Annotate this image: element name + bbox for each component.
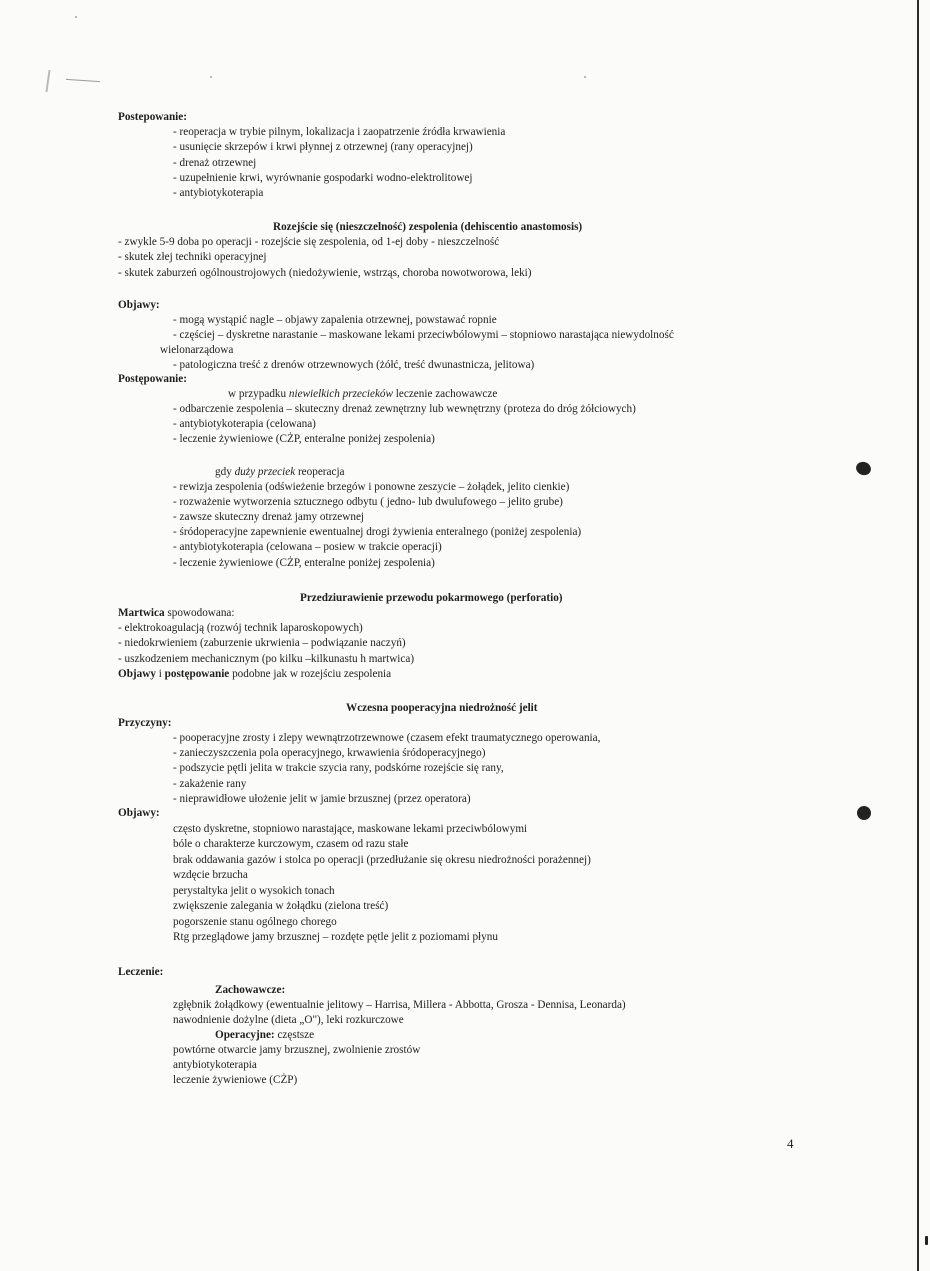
page-number: 4 xyxy=(787,1136,794,1151)
list-item: zgłębnik żołądkowy (ewentualnie jelitowy – Harrisa, Millera - Abbotta, Grosza - Dennisa, Leonarda) xyxy=(173,999,626,1011)
list-item: - uszkodzeniem mechanicznym (po kilku –kilkunastu h martwica) xyxy=(118,653,415,665)
list-item: powtórne otwarcie jamy brzusznej, zwolnienie zrostów xyxy=(173,1044,421,1056)
list-item: - pooperacyjne zrosty i zlepy wewnątrzotrzewnowe (czasem efekt traumatycznego operowania, xyxy=(173,732,601,744)
list-item: - śródoperacyjne zapewnienie ewentualnej drogi żywienia enteralnego (poniżej zespolenia) xyxy=(173,526,582,538)
list-item: - rewizja zespolenia (odświeżenie brzegów i ponowne zeszycie – żołądek, jelito cienkie) xyxy=(173,481,570,493)
list-item: bóle o charakterze kurczowym, czasem od razu stałe xyxy=(173,838,409,850)
subsection-heading: Przyczyny: xyxy=(118,717,172,729)
list-item: - odbarczenie zespolenia – skuteczny drenaż zewnętrzny lub wewnętrzny (proteza do dróg żółciowych) xyxy=(173,403,636,415)
list-item: wielonarządowa xyxy=(160,344,234,356)
list-item: - zawsze skuteczny drenaż jamy otrzewnej xyxy=(173,511,365,523)
list-item: - podszycie pętli jelita w trakcie szycia rany, podskórne rozejście się rany, xyxy=(173,762,504,774)
small-leak-intro: w przypadku niewielkich przecieków leczenie zachowawcze xyxy=(228,388,498,400)
list-item: - niedokrwieniem (zaburzenie ukrwienia – podwiązanie naczyń) xyxy=(118,637,406,649)
list-item: - leczenie żywieniowe (CŻP, enteralne poniżej zespolenia) xyxy=(173,557,435,569)
section-title: Wczesna pooperacyjna niedrożność jelit xyxy=(346,702,538,714)
scan-speck xyxy=(925,1236,928,1245)
list-item: - zanieczyszczenia pola operacyjnego, krwawienia śródoperacyjnego) xyxy=(173,747,486,759)
section-heading: Postepowanie: xyxy=(118,111,187,123)
section-title: Przedziurawienie przewodu pokarmowego (perforatio) xyxy=(300,592,563,604)
list-item: - antybiotykoterapia xyxy=(173,187,264,199)
list-item: - nieprawidłowe ułożenie jelit w jamie brzusznej (przez operatora) xyxy=(173,793,471,805)
list-item: - elektrokoagulacją (rozwój technik laparoskopowych) xyxy=(118,622,363,634)
subsection-heading: Postępowanie: xyxy=(118,373,187,385)
list-item: Rtg przeglądowe jamy brzusznej – rozdęte pętle jelit z poziomami płynu xyxy=(173,931,498,943)
list-item: często dyskretne, stopniowo narastające, maskowane lekami przeciwbólowymi xyxy=(173,823,528,835)
list-item: - usunięcie skrzepów i krwi płynnej z otrzewnej (rany operacyjnej) xyxy=(173,141,473,153)
list-item: pogorszenie stanu ogólnego chorego xyxy=(173,916,337,928)
list-item: brak oddawania gazów i stolca po operacji (przedłużanie się okresu niedrożności porażennej) xyxy=(173,854,591,866)
list-item: - antybiotykoterapia (celowana) xyxy=(173,418,316,430)
big-leak-intro: gdy duży przeciek reoperacja xyxy=(215,466,345,478)
subsection-heading: Objawy: xyxy=(118,299,160,311)
list-item: - skutek zaburzeń ogólnoustrojowych (niedożywienie, wstrząs, choroba nowotworowa, leki) xyxy=(118,267,532,279)
list-item: - uzupełnienie krwi, wyrównanie gospodarki wodno-elektrolitowej xyxy=(173,172,473,184)
list-item: - patologiczna treść z drenów otrzewnowych (żółć, treść dwunastnicza, jelitowa) xyxy=(173,359,535,371)
subsection-heading: Objawy: xyxy=(118,807,160,819)
list-item: zwiększenie zalegania w żołądku (zielona treść) xyxy=(173,900,389,912)
subsection-heading: Leczenie: xyxy=(118,966,164,978)
treatment-heading: Operacyjne: częstsze xyxy=(215,1029,315,1041)
page-edge-line xyxy=(917,0,919,1271)
list-item: - zakażenie rany xyxy=(173,778,247,790)
list-item: - skutek złej techniki operacyjnej xyxy=(118,251,267,263)
section-title: Rozejście się (nieszczelność) zespolenia (dehiscentio anastomosis) xyxy=(273,221,583,233)
list-item: nawodnienie dożylne (dieta „O"), leki rozkurczowe xyxy=(173,1014,404,1026)
list-item: - antybiotykoterapia (celowana – posiew w trakcie operacji) xyxy=(173,541,442,553)
list-item: leczenie żywieniowe (CŻP) xyxy=(173,1074,298,1086)
list-item: - częściej – dyskretne narastanie – maskowane lekami przeciwbólowymi – stopniowo narastająca niewydolność xyxy=(173,329,674,341)
list-item: - leczenie żywieniowe (CŻP, enteralne poniżej zespolenia) xyxy=(173,433,435,445)
list-item: perystaltyka jelit o wysokich tonach xyxy=(173,885,335,897)
list-item: - drenaż otrzewnej xyxy=(173,157,257,169)
martwica-line: Martwica spowodowana: xyxy=(118,607,235,619)
list-item: wzdęcie brzucha xyxy=(173,869,248,881)
summary-line: Objawy i postępowanie podobne jak w rozejściu zespolenia xyxy=(118,668,392,680)
treatment-heading: Zachowawcze: xyxy=(215,984,286,996)
list-item: - rozważenie wytworzenia sztucznego odbytu ( jedno- lub dwulufowego – jelito grube) xyxy=(173,496,563,508)
list-item: - zwykle 5-9 doba po operacji - rozejście się zespolenia, od 1-ej doby - nieszczelność xyxy=(118,236,500,248)
list-item: - mogą wystąpić nagle – objawy zapalenia otrzewnej, powstawać ropnie xyxy=(173,314,497,326)
list-item: antybiotykoterapia xyxy=(173,1059,257,1071)
list-item: - reoperacja w trybie pilnym, lokalizacja i zaopatrzenie źródła krwawienia xyxy=(173,126,506,138)
